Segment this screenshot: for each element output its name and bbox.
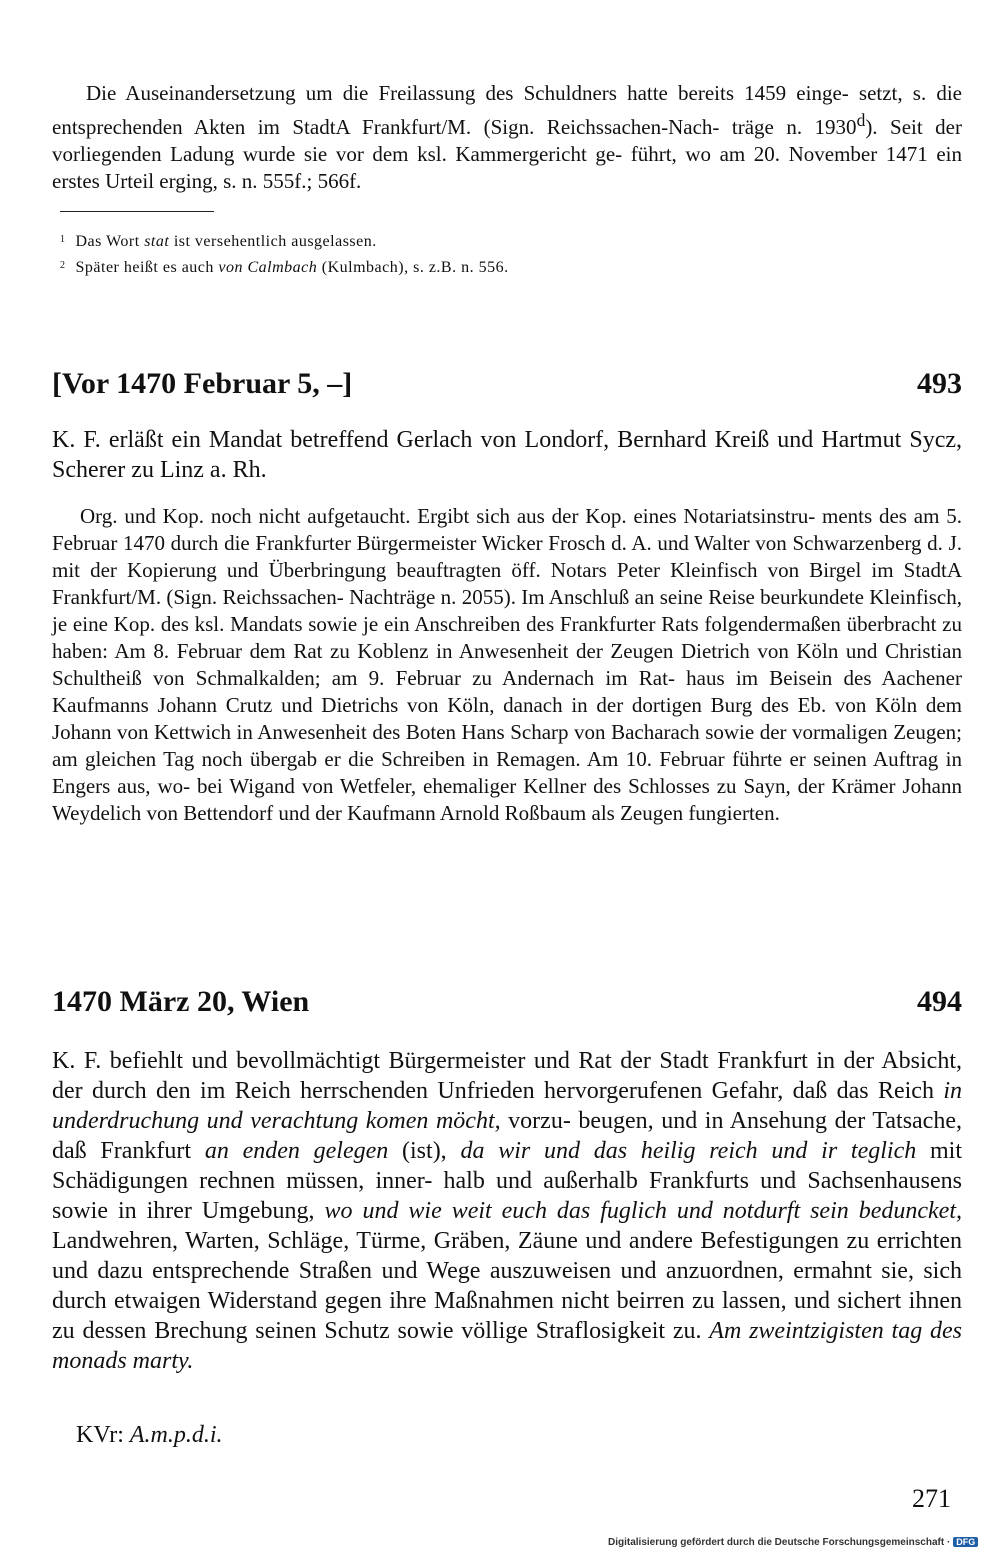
entry-number: 493 <box>917 367 962 400</box>
kvr-line <box>76 1420 223 1450</box>
entry-493-notes: Org. und Kop. noch nicht aufgetaucht. Ergibt sich aus der Kop. eines Notariatsinstru- ments des am 5. Februar 1470 durch die Frankfurter Bürgermeister Wicker Frosch d. A. und Walter von Schwarzenberg d. J. mit der Kopierung und Überbringung beauftragten öff. Notars Peter Kleinfisch von Birgel im StadtA Frankfurt/M. (Sign. Reichssachen- Nachträge n. 2055). Im Anschluß an seine Reise beurkundete Kleinfisch, je eine Kop. des ksl. Mandats sowie je ein Anschreiben des Frankfurter Rats folgendermaßen überbracht zu haben: Am 8. Februar dem Rat zu Koblenz in Anwesenheit der Zeugen Dietrich von Köln und Christian Schultheiß von Schmalkalden; am 9. Februar zu Andernach im Rat- haus im Beisein des Aachener Kaufmanns Johann Crutz und Dietrichs von Köln, danach in der dortigen Burg des Eb. von Köln dem Johann von Kettwich in Anwesenheit des Boten Hans Scharp von Bacharach sowie der vormaligen Zeugen; am gleichen Tag noch übergab er die Schreiben in Remagen. Am 10. Februar führte er seinen Auftrag in Engers aus, wo- bei Wigand von Wetfeler, ehemaliger Kellner des Schlosses zu Sayn, der Krämer Johann Weydelich von Bettendorf und der Kaufmann Arnold Roßbaum als Zeugen fungierten. <box>52 504 962 825</box>
entry-493-heading <box>52 366 962 402</box>
summary-text: K. F. befiehlt und bevollmächtigt Bürgermeister und Rat der Stadt Frankfurt in der Absicht, der durch den im Reich herrschenden Unfrieden hervorgerufenen Gefahr, daß das Reich <box>52 1048 962 1104</box>
quoted-source-text: wo und wie weit euch das fuglich und notdurft sein beduncket, <box>324 1198 962 1224</box>
footnote-2 <box>60 254 960 280</box>
footnote-italic: stat <box>144 233 170 250</box>
footnote-text: Später heißt es auch <box>75 259 219 276</box>
dfg-logo: DFG <box>953 1537 978 1547</box>
intro-sup: d <box>856 110 866 130</box>
kvr-label: KVr: <box>76 1422 124 1448</box>
footnote-text: Das Wort <box>75 233 145 250</box>
intro-paragraph <box>52 80 962 195</box>
quoted-source-text: an enden gelegen <box>204 1138 389 1164</box>
entry-date: 1470 März 20, Wien <box>52 985 310 1018</box>
footnotes <box>60 228 960 280</box>
footnote-mark: 2 <box>60 260 66 271</box>
footnote-text: ist versehentlich ausgelassen. <box>169 233 377 250</box>
quoted-source-text: in underdruchung und verachtung komen möcht, <box>52 1078 962 1134</box>
footnote-1 <box>60 228 960 254</box>
footnote-rule <box>60 211 214 212</box>
entry-494-heading <box>52 984 962 1020</box>
quoted-source-text: da wir und das heilig reich und ir teglich <box>460 1138 917 1164</box>
summary-text: mit Schädigungen rechnen müssen, inner- halb und außerhalb Frankfurts und Sachsenhausens sowie in ihrer Umgebung, <box>52 1138 962 1224</box>
entry-493-summary: K. F. erläßt ein Mandat betreffend Gerlach von Londorf, Bernhard Kreiß und Hartmut Sycz, Scherer zu Linz a. Rh. <box>52 427 962 483</box>
entry-494-summary <box>52 1046 962 1376</box>
intro-text-2: ). Seit der vorliegenden Ladung wurde sie vor dem ksl. Kammergericht ge- führt, wo am 20. November 1471 ein erstes Urteil erging, s. n. 555f.; 566f. <box>52 115 962 193</box>
entry-number: 494 <box>917 985 962 1018</box>
quoted-source-text: Am zweintzigisten tag des monads marty. <box>52 1318 962 1374</box>
credit-text: Digitalisierung gefördert durch die Deutsche Forschungsgemeinschaft · <box>608 1537 951 1548</box>
footnote-italic: von Calmbach <box>218 259 318 276</box>
footnote-mark: 1 <box>60 234 66 245</box>
summary-text: (ist), <box>388 1138 461 1164</box>
summary-text: vorzu- beugen, und in Ansehung der Tatsache, daß Frankfurt <box>52 1108 962 1164</box>
digitization-credit <box>608 1537 978 1548</box>
footnote-text: (Kulmbach), s. z.B. n. 556. <box>317 259 509 276</box>
page-number: 271 <box>912 1484 951 1513</box>
entry-date: [Vor 1470 Februar 5, –] <box>52 367 353 400</box>
intro-text-1: Die Auseinandersetzung um die Freilassung des Schuldners hatte bereits 1459 einge- setzt, s. die entsprechenden Akten im StadtA Frankfurt/M. (Sign. Reichssachen-Nach- träge n. 1930 <box>52 81 962 139</box>
summary-text: Landwehren, Warten, Schläge, Türme, Gräben, Zäune und andere Befestigungen zu errichten und dazu entsprechende Straßen und Wege auszuweisen und anzuordnen, ermahnt sie, sich durch etwaigen Widerstand gegen ihre Maßnahmen nicht beirren zu lassen, und sichert ihnen zu dessen Brechung seinen Schutz sowie völlige Straflosigkeit zu. <box>52 1228 962 1344</box>
kvr-value: A.m.p.d.i. <box>129 1422 223 1448</box>
